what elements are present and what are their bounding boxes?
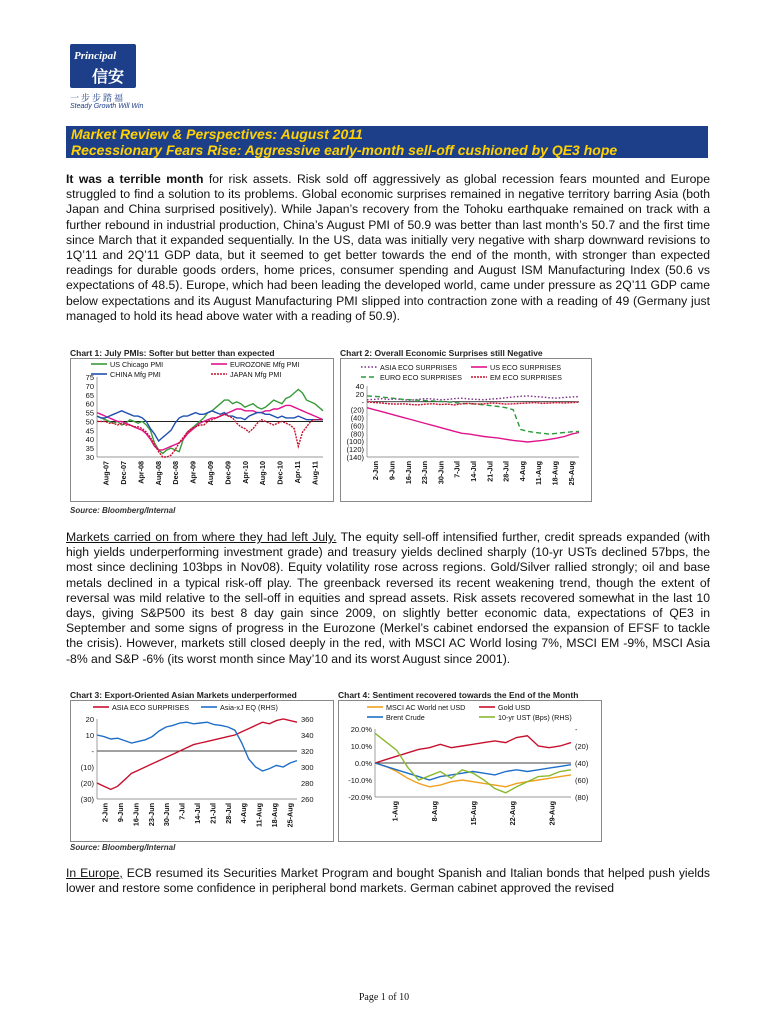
x-tick-label: Apr-11 xyxy=(292,461,302,484)
x-tick-label: 2-Jun xyxy=(100,803,110,823)
chart4-title: Chart 4: Sentiment recovered towards the End of the Month xyxy=(338,690,579,700)
x-tick-label: 2-Jun xyxy=(371,461,381,481)
chart3-svg xyxy=(71,701,333,841)
x-tick-label: Aug-09 xyxy=(206,461,215,486)
y-tick-label: (80) xyxy=(350,429,364,439)
y-tick-label: -20.0% xyxy=(348,793,372,802)
x-tick-label: 14-Jul xyxy=(469,461,478,482)
y2-tick-label: (20) xyxy=(575,742,589,751)
x-tick-label: 22-Aug xyxy=(508,801,518,826)
page-number: Page 1 of 10 xyxy=(358,992,410,1003)
x-tick-label: Apr-08 xyxy=(136,461,146,484)
paragraph-overview-text: for risk assets. Risk sold off aggressively as global recession fears mounted and Europe struggled to find a solution to its problems. Global economic surprises remained in negative territory barring Asia (both Japan and China surprised positively). While Japan’s recovery from the Tohoku earthquake remained on track with a further rebound in industrial production, China’s August PMI of 50.9 was better than last month’s 50.7 and the first time since March that it expanded sequentially. In the US, data was initially very negative with sharp downward revisions to 1Q’11 and 2Q’11 GDP data, but it seemed to get better towards the end of the month, with stronger than expected readings for durable goods orders, home prices, consumer spending and August ISM Manufacturing Index (50.6 vs expectations of 48.5). Europe, which had been leading the developed world, came under pressure as 2Q’11 GDP came below expectations and its August Manufacturing PMI slipped into contraction zone with a reading of 49 (Germany just managed to hold its head above water with a reading of 50.9). xyxy=(66,172,710,323)
paragraph-europe-text: ECB resumed its Securities Market Program and bought Spanish and Italian bonds that helped push yields lower and restore some confidence in peripheral bond markets. German cabinet approved the revised xyxy=(66,866,710,896)
legend-label: ASIA ECO SURPRISES xyxy=(112,703,190,712)
y2-tick-label: 300 xyxy=(301,763,314,772)
y-tick-label: (120) xyxy=(346,445,364,455)
series-line xyxy=(367,408,579,442)
report-title: Market Review & Perspectives: August 2011 xyxy=(71,126,363,142)
y-tick-label: 75 xyxy=(85,373,94,382)
chart3-asia-lines xyxy=(70,700,334,842)
x-tick-label: Aug-11 xyxy=(310,461,320,485)
x-tick-label: 23-Jun xyxy=(420,461,430,485)
series-line xyxy=(375,736,571,763)
y-tick-label: - xyxy=(91,747,94,756)
y-tick-label: (140) xyxy=(346,453,364,462)
x-tick-label: 21-Jul xyxy=(208,803,218,824)
paragraph-markets-lead: Markets carried on from where they had left July. xyxy=(66,530,337,544)
y-tick-label: - xyxy=(361,397,364,407)
x-tick-label: 15-Aug xyxy=(469,801,478,826)
legend-label: EM ECO SURPRISES xyxy=(490,373,562,382)
y2-tick-label: 320 xyxy=(301,747,314,756)
series-line xyxy=(367,402,579,405)
x-tick-label: Dec-09 xyxy=(223,461,233,485)
chart1-pmi-lines xyxy=(70,358,334,502)
chart4-sentiment-lines xyxy=(338,700,602,842)
y-tick-label: 40 xyxy=(355,382,364,391)
y-tick-label: 20 xyxy=(355,389,364,399)
y-tick-label: (30) xyxy=(80,795,94,804)
y-tick-label: -10.0% xyxy=(348,776,372,785)
y2-tick-label: 360 xyxy=(301,715,314,724)
series-line xyxy=(375,763,571,780)
report-subtitle: Recessionary Fears Rise: Aggressive early-month sell-off cushioned by QE3 hope xyxy=(71,142,618,158)
y-tick-label: (60) xyxy=(350,421,364,431)
chart2-title: Chart 2: Overall Economic Surprises still Negative xyxy=(340,348,543,358)
x-tick-label: 30-Jun xyxy=(162,803,172,827)
series-line xyxy=(375,763,571,787)
x-tick-label: 25-Aug xyxy=(566,461,576,486)
y-tick-label: 10 xyxy=(85,731,94,740)
x-tick-label: Dec-10 xyxy=(275,461,285,485)
x-tick-label: 9-Jun xyxy=(116,803,126,823)
paragraph-europe xyxy=(66,866,710,896)
x-tick-label: 9-Jun xyxy=(387,461,397,481)
chart2-eco-surprises-lines xyxy=(340,358,592,502)
x-tick-label: 14-Jul xyxy=(193,803,202,824)
legend-label: CHINA Mfg PMI xyxy=(110,370,161,379)
logo-slogan-chinese: 一步步踏福 xyxy=(70,94,126,104)
x-tick-label: 16-Jun xyxy=(403,461,413,485)
x-tick-label: 28-Jul xyxy=(501,461,511,482)
logo-slogan-english: Steady Growth Will Win xyxy=(70,103,144,110)
x-tick-label: 18-Aug xyxy=(550,461,560,486)
legend-label: US Chicago PMI xyxy=(110,360,164,369)
series-line xyxy=(97,722,297,771)
source-note-2: Source: Bloomberg/Internal xyxy=(70,843,176,852)
y-tick-label: 10.0% xyxy=(350,742,372,751)
y-tick-label: 0.0% xyxy=(354,759,372,768)
legend-label: 10-yr UST (Bps) (RHS) xyxy=(498,713,572,722)
legend-label: Asia-xJ EQ (RHS) xyxy=(220,703,278,712)
chart4-svg xyxy=(339,701,601,841)
x-tick-label: Dec-08 xyxy=(171,461,181,485)
paragraph-markets xyxy=(66,530,710,667)
chart1-title: Chart 1: July PMIs: Softer but better than expected xyxy=(70,348,275,358)
y-tick-label: 70 xyxy=(85,381,94,391)
x-tick-label: Aug-10 xyxy=(258,461,268,486)
y2-tick-label: - xyxy=(575,725,578,734)
y2-tick-label: (40) xyxy=(575,759,589,768)
y2-tick-label: (80) xyxy=(575,793,589,802)
paragraph-markets-text: The equity sell-off intensified further, credit spreads expanded (with high yields underperforming investment grade) and treasury yields declined sharply (10-yr USTs declined 57bps, the most since declining 103bps in Nov08). Equity volatility rose across regions. Gold/Silver rallied strongly; oil and base metals declined in a typical risk-off play. The greenback reversed its recent weakening trend, though the extent of reversal was mild relative to the sell-off in equities and spread assets. Risk assets recovered somewhat in the last 10 days, giving S&P500 its best 8 day gain since 2009, on slightly better economic data, expectations of QE3 in September and some signs of progress in the Eurozone (Merkel’s cabinet endorsed the expansion of EFSF to tackle the crisis). However, markets still closed deeply in the red, with MSCI AC World losing 7%, MSCI EM -9%, MSCI Asia -8% and S&P -6% (its worst month since May’10 and its worst August since 2001). xyxy=(66,530,710,666)
x-tick-label: Aug-07 xyxy=(101,461,111,486)
y-tick-label: 50 xyxy=(85,417,94,427)
x-tick-label: 7-Jul xyxy=(452,461,462,478)
y-tick-label: (40) xyxy=(350,413,364,423)
legend-label: US ECO SURPRISES xyxy=(490,363,562,372)
paragraph-overview xyxy=(66,172,710,324)
x-tick-label: 4-Aug xyxy=(239,803,249,824)
y2-tick-label: 340 xyxy=(301,731,314,740)
y-tick-label: (20) xyxy=(80,779,94,788)
paragraph-europe-lead: In Europe, xyxy=(66,866,123,880)
x-tick-label: 1-Aug xyxy=(390,801,400,822)
x-tick-label: 28-Jul xyxy=(223,803,233,824)
x-tick-label: 7-Jul xyxy=(177,803,187,820)
title-banner xyxy=(66,126,708,158)
y-tick-label: 20.0% xyxy=(350,725,372,734)
x-tick-label: 21-Jul xyxy=(485,461,495,482)
x-tick-label: Apr-10 xyxy=(240,461,250,484)
legend-label: EURO ECO SURPRISES xyxy=(380,373,462,382)
legend-label: ASIA ECO SURPRISES xyxy=(380,363,458,372)
y2-tick-label: 260 xyxy=(301,795,314,804)
y2-tick-label: 280 xyxy=(301,779,314,788)
x-tick-label: 23-Jun xyxy=(146,803,156,827)
source-note-1: Source: Bloomberg/Internal xyxy=(70,506,176,515)
x-tick-label: Aug-08 xyxy=(153,461,163,486)
series-line xyxy=(97,719,297,789)
x-tick-label: 4-Aug xyxy=(517,461,527,482)
principal-logo xyxy=(70,44,136,88)
chart1-svg xyxy=(71,359,333,501)
legend-label: Brent Crude xyxy=(386,713,425,722)
chart3-title: Chart 3: Export-Oriented Asian Markets underperformed xyxy=(70,690,297,700)
y-tick-label: (100) xyxy=(346,437,364,447)
x-tick-label: 18-Aug xyxy=(269,803,279,828)
legend-label: Gold USD xyxy=(498,703,531,712)
y-tick-label: 65 xyxy=(85,390,94,400)
x-tick-label: 8-Aug xyxy=(429,801,439,822)
y-tick-label: 45 xyxy=(85,426,94,436)
x-tick-label: 11-Aug xyxy=(254,803,264,827)
paragraph-overview-lead: It was a terrible month xyxy=(66,172,204,186)
chart2-svg xyxy=(341,359,591,501)
x-tick-label: Dec-07 xyxy=(119,461,129,485)
x-tick-label: Apr-09 xyxy=(188,461,198,484)
x-tick-label: 11-Aug xyxy=(534,461,544,485)
y-tick-label: (10) xyxy=(80,763,94,772)
legend-label: EUROZONE Mfg PMI xyxy=(230,360,300,369)
y-tick-label: 60 xyxy=(85,399,94,409)
y-tick-label: 55 xyxy=(85,408,94,418)
y-tick-label: (20) xyxy=(350,405,364,415)
x-tick-label: 25-Aug xyxy=(285,803,295,828)
y-tick-label: 40 xyxy=(85,435,94,445)
x-tick-label: 16-Jun xyxy=(131,803,141,827)
legend-label: JAPAN Mfg PMI xyxy=(230,370,282,379)
x-tick-label: 30-Jun xyxy=(436,461,446,485)
logo-brand-text: Principal xyxy=(74,50,117,62)
y-tick-label: 30 xyxy=(85,453,94,462)
y-tick-label: 35 xyxy=(85,444,94,454)
x-tick-label: 29-Aug xyxy=(547,801,557,826)
y2-tick-label: (60) xyxy=(575,776,589,785)
legend-label: MSCI AC World net USD xyxy=(386,703,466,712)
y-tick-label: 20 xyxy=(85,715,94,724)
logo-chinese-text: 信安 xyxy=(92,67,125,86)
